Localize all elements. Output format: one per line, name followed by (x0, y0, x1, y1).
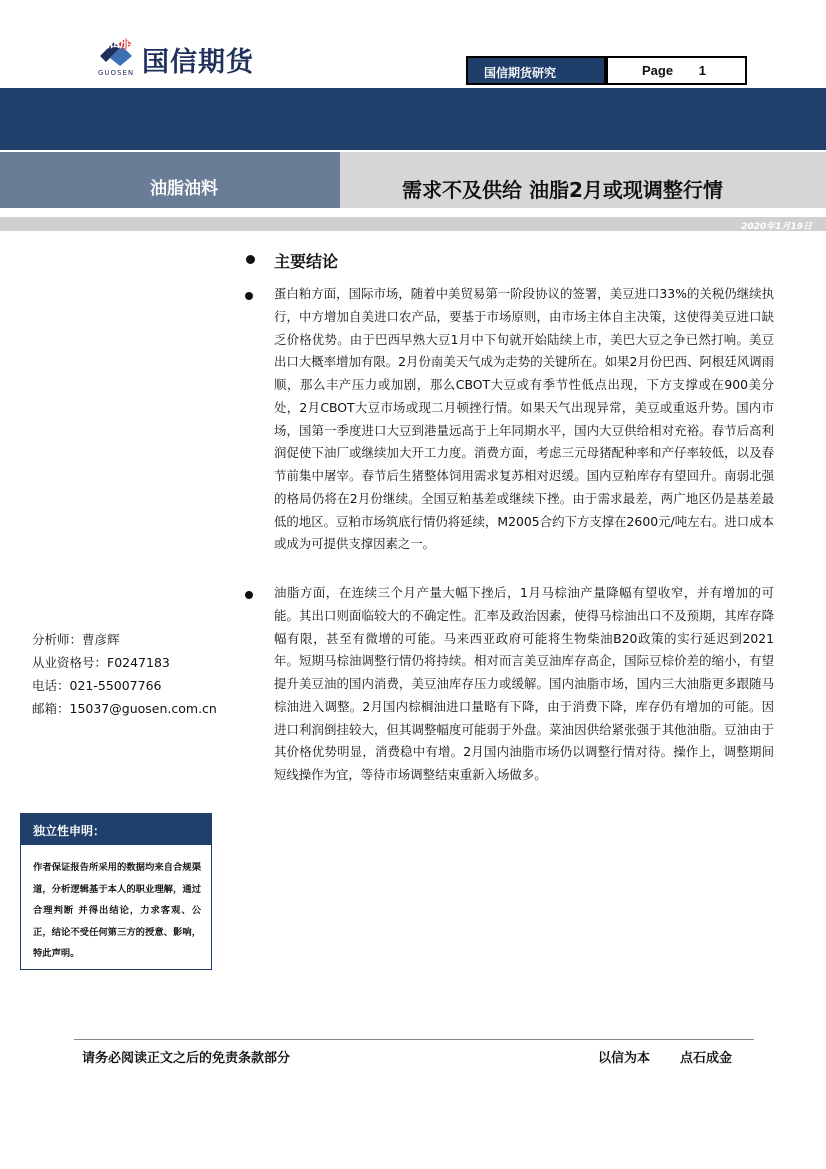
paragraph-bullet-icon (245, 591, 253, 599)
independence-body: 作者保证报告所采用的数据均来自合规渠道，分析逻辑基于本人的职业理解，通过合理判断 并得出结论，力求客观、公正，结论不受任何第三方的授意、影响，特此声明。 (33, 862, 201, 959)
footer-divider (74, 1039, 754, 1040)
report-title: 需求不及供给 油脂2月或现调整行情 (340, 152, 826, 208)
paragraph-oils: 油脂方面，在连续三个月产量大幅下挫后，1月马棕油产量降幅有望收窄，并有增加的可能。其出口则面临较大的不确定性。汇率及政治因素，使得马棕油出口不及预期，其库存降幅有限，甚至有微增的可能。马来西亚政府可能将生物柴油B20政策的实行延迟到2021年。短期马棕油调整行情仍将持续。相对而言美豆油库存高企，国际豆棕价差的缩小，有望提升美豆油的国内消费，美豆油库存压力或缓解。国内油脂市场，国内三大油脂更多跟随马棕油进入调整。2月国内棕榈油进口量略有下降，由于消费下降，库存仍有增加的可能。因进口利润倒挂较大，但其调整幅度可能弱于外盘。菜油因供给紧张强于其他油脂。豆油由于其价格优势明显，消费稳中有增。2月国内油脂市场仍以调整行情对待。操作上，调整期间短线操作为宜，等待市场调整结束重新入场做多。 (274, 585, 774, 782)
footer-motto-2: 点石成金 (680, 1051, 733, 1066)
footer-motto-1: 以信为本 (598, 1051, 651, 1066)
logo-text: 国信期货 (142, 47, 254, 78)
analyst-email[interactable]: 邮箱：15037@guosen.com.cn (32, 701, 217, 716)
paragraph-bullet-icon (245, 292, 253, 300)
report-series-title: 国信期货油脂油料月报 (50, 35, 190, 51)
section-title: 主要结论 (274, 252, 339, 271)
logo-english-text: GUOSEN (98, 69, 135, 77)
report-date: 2020年1月19日 (741, 222, 812, 232)
date-bar (0, 217, 826, 231)
page-indicator (606, 56, 747, 85)
header-band (0, 88, 826, 150)
paragraph-protein-meal: 蛋白粕方面，国际市场，随着中美贸易第一阶段协议的签署，美豆进口33%的关税仍继续执行，中方增加自美进口农产品，要基于市场原则，由市场主体自主决策，这使得美豆进口缺乏价格优势。由于巴西早熟大豆1月中下旬就开始陆续上市，美巴大豆之争已然打响。美豆出口大概率增加有限。2月份南美天气成为走势的关键所在。如果2月份巴西、阿根廷风调雨顺，那么丰产压力或加剧，那么CBOT大豆或有季节性低点出现，下方支撑或在900美分处，2月CBOT大豆市场或现二月顿挫行情。如果天气出现异常，美豆或重返升势。国内市场，国第一季度进口大豆到港量远高于上年同期水平，国内大豆供给相对充裕。春节后高利润促使下油厂或继续加大开工力度。消费方面，考虑三元母猪配种率和产仔率较低，以及春节前集中屠宰。春节后生猪整体饲用需求复苏相对迟缓。国内豆粕库存有望回升。南弱北强的格局仍将在2月份继续。全国豆粕基差或继续下挫。由于需求最差，两广地区仍是基差最低的地区。豆粕市场筑底行情仍将延续，M2005合约下方支撑在2600元/吨左右。进口成本或成为可提供支撑因素之一。 (274, 286, 774, 552)
research-label: 国信期货研究 (466, 56, 606, 85)
page-number: 1 (698, 63, 706, 78)
independence-title: 独立性申明： (21, 814, 211, 845)
category-label: 油脂油料 (0, 152, 340, 208)
analyst-name: 分析师：曹彦辉 (32, 632, 120, 647)
page-label: Page (642, 63, 674, 78)
analyst-phone: 电话：021-55007766 (32, 678, 162, 693)
footer-disclaimer: 请务必阅读正文之后的免责条款部分 (82, 1051, 291, 1066)
independence-statement (20, 813, 212, 970)
footer-motto (598, 1047, 762, 1066)
analyst-cert: 从业资格号：F0247183 (32, 655, 170, 670)
analyst-info (32, 628, 242, 720)
section-bullet-icon (246, 255, 255, 264)
